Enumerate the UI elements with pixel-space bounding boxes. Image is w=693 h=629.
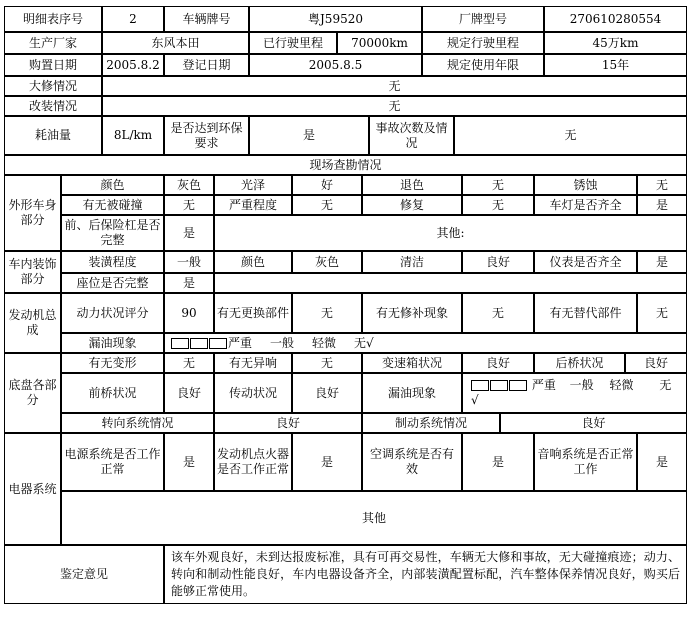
el-power-label: 电源系统是否工作正常 [61,433,164,491]
ch-steering-value: 良好 [214,413,362,433]
appraisal-label: 鉴定意见 [4,545,164,604]
ch-drive-value: 良好 [292,373,362,413]
checkbox-group [171,336,228,351]
accident-value: 无 [454,116,687,155]
register-date-value: 2005.8.5 [249,54,422,76]
int-seats-blank [214,273,687,293]
int-trim-label: 装潢程度 [61,251,164,273]
exterior-section-label: 外形车身部分 [4,175,61,251]
detail-no-value: 2 [102,6,164,32]
eng-replaced-value: 无 [292,293,362,333]
purchase-date-value: 2005.8.2 [102,54,164,76]
model-label: 厂牌型号 [422,6,544,32]
purchase-date-label: 购置日期 [4,54,102,76]
ch-front-axle-label: 前桥状况 [61,373,164,413]
eng-leak-normal: 一般 [270,335,295,350]
int-color-label: 颜色 [214,251,292,273]
eng-patched-value: 无 [462,293,534,333]
ch-brake-value: 良好 [500,413,687,433]
ext-other: 其他: [214,215,687,251]
ext-severity-value: 无 [292,195,362,215]
el-power-value: 是 [164,433,214,491]
ext-collision-label: 有无被碰撞 [61,195,164,215]
int-clean-label: 清洁 [362,251,462,273]
rated-years-value: 15年 [544,54,687,76]
eng-substitute-value: 无 [637,293,687,333]
eng-score-value: 90 [164,293,214,333]
eng-leak-label: 漏油现象 [61,333,164,353]
chassis-section-label: 底盘各部分 [4,353,61,433]
ch-rear-axle-value: 良好 [625,353,687,373]
ext-gloss-label: 光泽 [214,175,292,195]
ch-leak-normal: 一般 [569,378,594,392]
ch-noise-value: 无 [292,353,362,373]
eng-leak-none: 无√ [354,335,374,350]
int-clean-value: 良好 [462,251,534,273]
eng-replaced-label: 有无更换部件 [214,293,292,333]
int-gauges-value: 是 [637,251,687,273]
ext-fade-label: 退色 [362,175,462,195]
plate-label: 车辆牌号 [164,6,249,32]
rated-mileage-value: 45万km [544,32,687,54]
ch-leak-label: 漏油现象 [362,373,462,413]
ext-color-value: 灰色 [164,175,214,195]
accident-label: 事故次数及情况 [369,116,454,155]
ext-fade-value: 无 [462,175,534,195]
ext-gloss-value: 好 [292,175,362,195]
ch-brake-label: 制动系统情况 [362,413,500,433]
ext-bumper-label: 前、后保险杠是否完整 [61,215,164,251]
fuel-value: 8L/km [102,116,164,155]
ch-leak-scale [462,373,687,413]
el-ac-label: 空调系统是否有效 [362,433,462,491]
el-ac-value: 是 [462,433,534,491]
ch-deform-value: 无 [164,353,214,373]
ch-steering-label: 转向系统情况 [61,413,214,433]
survey-title: 现场查勘情况 [4,155,687,175]
el-audio-value: 是 [637,433,687,491]
ch-leak-check: √ [471,393,479,407]
el-ignition-label: 发动机点火器是否工作正常 [214,433,292,491]
ch-leak-none: 无 [659,378,672,392]
eng-score-label: 动力状况评分 [61,293,164,333]
rated-mileage-label: 规定行驶里程 [422,32,544,54]
ch-noise-label: 有无异响 [214,353,292,373]
ext-repair-label: 修复 [362,195,462,215]
int-color-value: 灰色 [292,251,362,273]
maker-value: 东风本田 [102,32,249,54]
ch-leak-slight: 轻微 [609,378,634,392]
env-value: 是 [249,116,369,155]
maker-label: 生产厂家 [4,32,102,54]
ext-lights-value: 是 [637,195,687,215]
eng-substitute-label: 有无替代部件 [534,293,637,333]
env-label: 是否达到环保要求 [164,116,249,155]
modification-label: 改装情况 [4,96,102,116]
plate-value: 粤J59520 [249,6,422,32]
ch-gearbox-label: 变速箱状况 [362,353,462,373]
eng-leak-scale [164,333,687,353]
ext-rust-label: 锈蚀 [534,175,637,195]
el-ignition-value: 是 [292,433,362,491]
int-gauges-label: 仪表是否齐全 [534,251,637,273]
interior-section-label: 车内装饰部分 [4,251,61,293]
mileage-value: 70000km [337,32,422,54]
detail-no-label: 明细表序号 [4,6,102,32]
el-other: 其他 [61,491,687,545]
ch-deform-label: 有无变形 [61,353,164,373]
rated-years-label: 规定使用年限 [422,54,544,76]
checkbox-group [471,378,528,393]
overhaul-label: 大修情况 [4,76,102,96]
eng-leak-slight: 轻微 [312,335,337,350]
ext-color-label: 颜色 [61,175,164,195]
engine-section-label: 发动机总成 [4,293,61,353]
appraisal-text: 该车外观良好，未到达报废标准，具有可再交易性，车辆无大修和事故，无大碰撞痕迹；动力、转向和制动性能良好，车内电器设备齐全，内部装潢配置标配，汽车整体保养情况良好，购买后能够正常使用。 [164,545,687,604]
int-seats-label: 座位是否完整 [61,273,164,293]
electrical-section-label: 电器系统 [4,433,61,545]
model-value: 270610280554 [544,6,687,32]
el-audio-label: 音响系统是否正常工作 [534,433,637,491]
ext-severity-label: 严重程度 [214,195,292,215]
mileage-label: 已行驶里程 [249,32,337,54]
ext-lights-label: 车灯是否齐全 [534,195,637,215]
ext-bumper-value: 是 [164,215,214,251]
ch-gearbox-value: 良好 [462,353,534,373]
ch-drive-label: 传动状况 [214,373,292,413]
eng-patched-label: 有无修补现象 [362,293,462,333]
ch-rear-axle-label: 后桥状况 [534,353,625,373]
eng-leak-severe: 严重 [228,335,253,350]
ext-collision-value: 无 [164,195,214,215]
int-trim-value: 一般 [164,251,214,273]
register-date-label: 登记日期 [164,54,249,76]
ch-leak-severe: 严重 [531,378,556,392]
ch-front-axle-value: 良好 [164,373,214,413]
modification-value: 无 [102,96,687,116]
ext-repair-value: 无 [462,195,534,215]
int-seats-value: 是 [164,273,214,293]
fuel-label: 耗油量 [4,116,102,155]
overhaul-value: 无 [102,76,687,96]
ext-rust-value: 无 [637,175,687,195]
